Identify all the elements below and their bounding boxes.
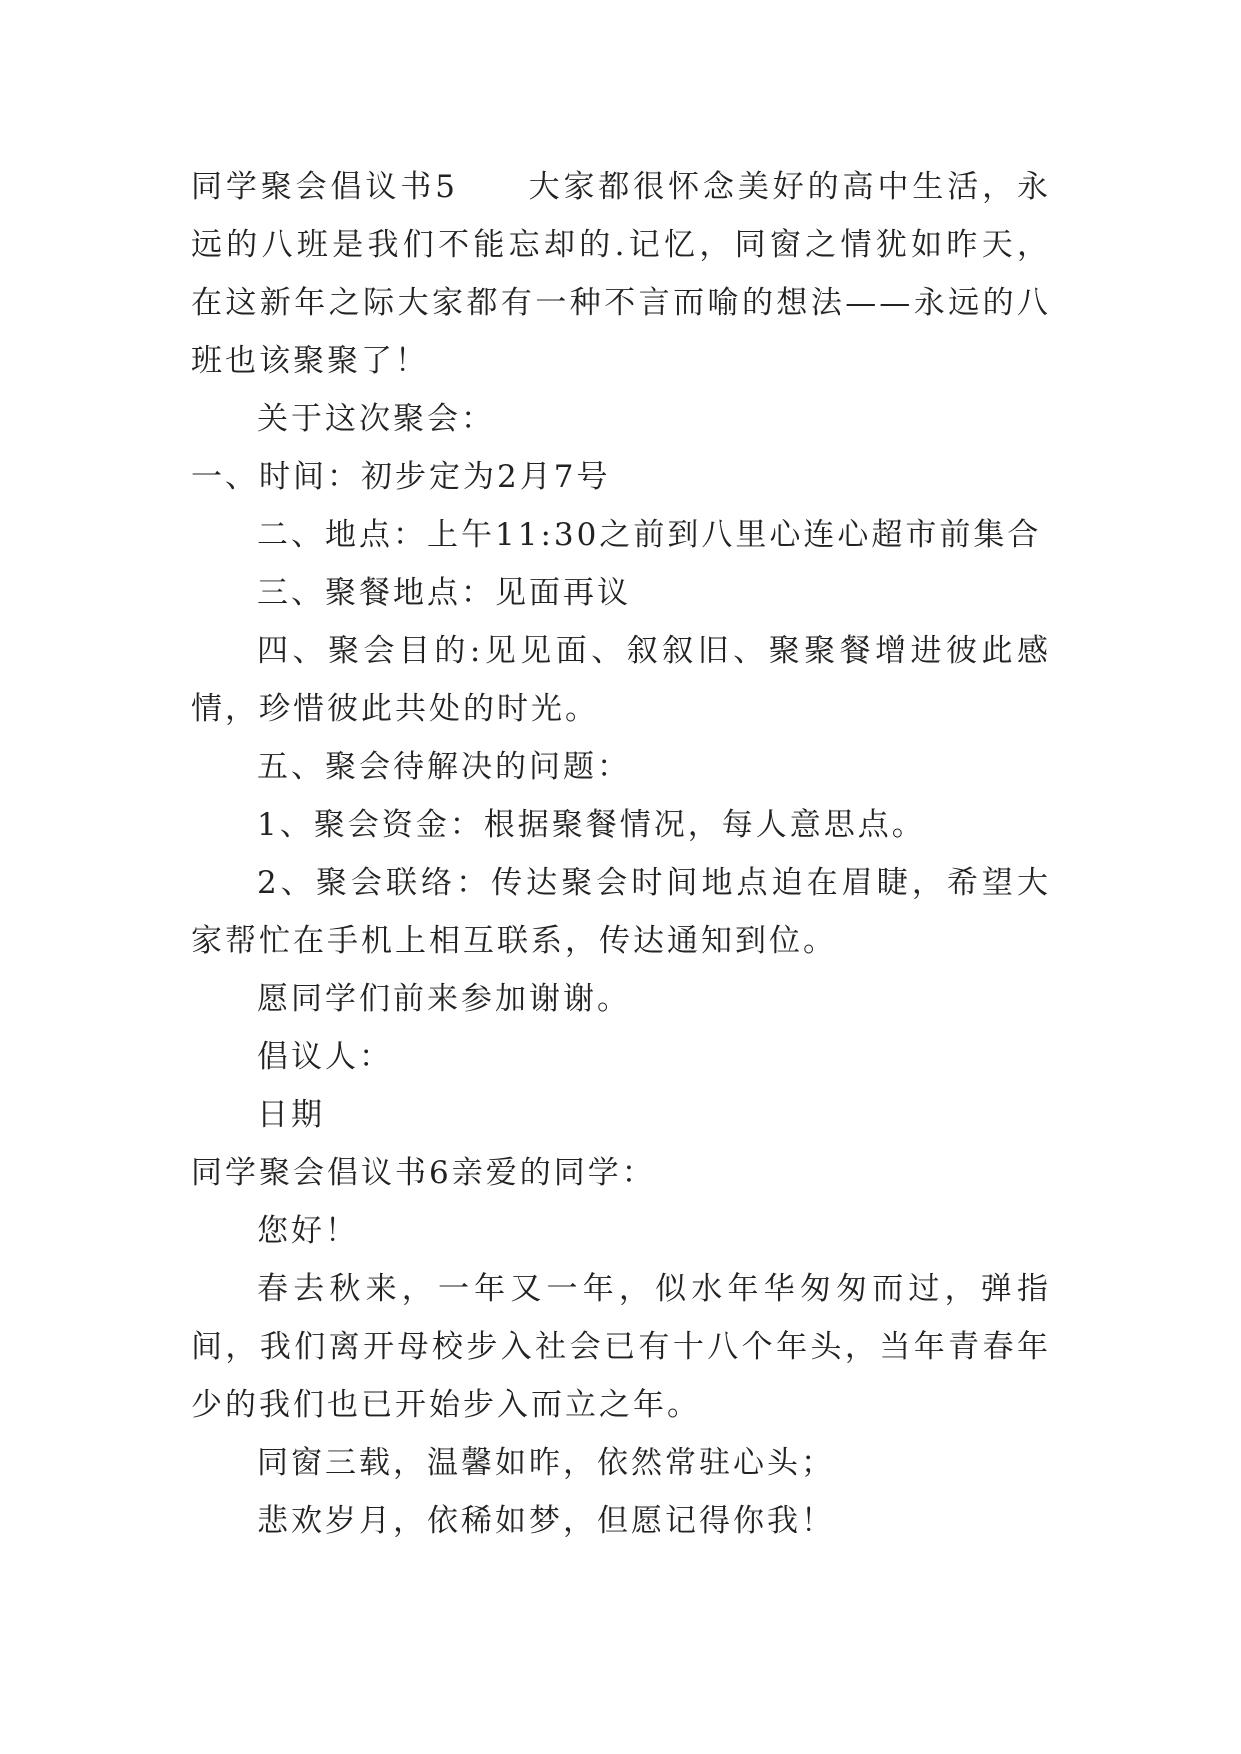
paragraph: 五、聚会待解决的问题： (257, 749, 631, 785)
paragraph: 愿同学们前来参加谢谢。 (257, 981, 631, 1017)
paragraph: 四、聚会目的:见见面、叙叙旧、聚聚餐增进彼此感情，珍惜彼此共处的时光。 (191, 633, 1051, 727)
paragraph: 三、聚餐地点：见面再议 (257, 575, 631, 611)
paragraph: 二、地点：上午11:30之前到八里心连心超市前集合 (257, 517, 1042, 553)
paragraph: 倡议人： (257, 1039, 393, 1075)
paragraph: 同学聚会倡议书5 大家都很怀念美好的高中生活，永远的八班是我们不能忘却的.记忆，同窗之情犹如昨天，在这新年之际大家都有一种不言而喻的想法——永远的八班也该聚聚了！ (191, 169, 1051, 379)
paragraph: 1、聚会资金：根据聚餐情况，每人意思点。 (257, 807, 926, 843)
paragraph: 关于这次聚会： (257, 401, 495, 437)
paragraph: 2、聚会联络：传达聚会时间地点迫在眉睫，希望大家帮忙在手机上相互联系，传达通知到位。 (191, 865, 1051, 959)
paragraph: 一、时间：初步定为2月7号 (191, 459, 611, 495)
paragraph: 您好！ (257, 1213, 359, 1249)
paragraph: 悲欢岁月，依稀如梦，但愿记得你我！ (257, 1503, 835, 1539)
paragraph: 同窗三载，温馨如昨，依然常驻心头； (257, 1445, 835, 1481)
paragraph: 日期 (257, 1097, 325, 1133)
paragraph: 春去秋来，一年又一年，似水年华匆匆而过，弹指间，我们离开母校步入社会已有十八个年头，当年青春年少的我们也已开始步入而立之年。 (191, 1271, 1051, 1423)
document-body (191, 158, 1051, 1550)
paragraph: 同学聚会倡议书6亲爱的同学： (191, 1155, 656, 1191)
